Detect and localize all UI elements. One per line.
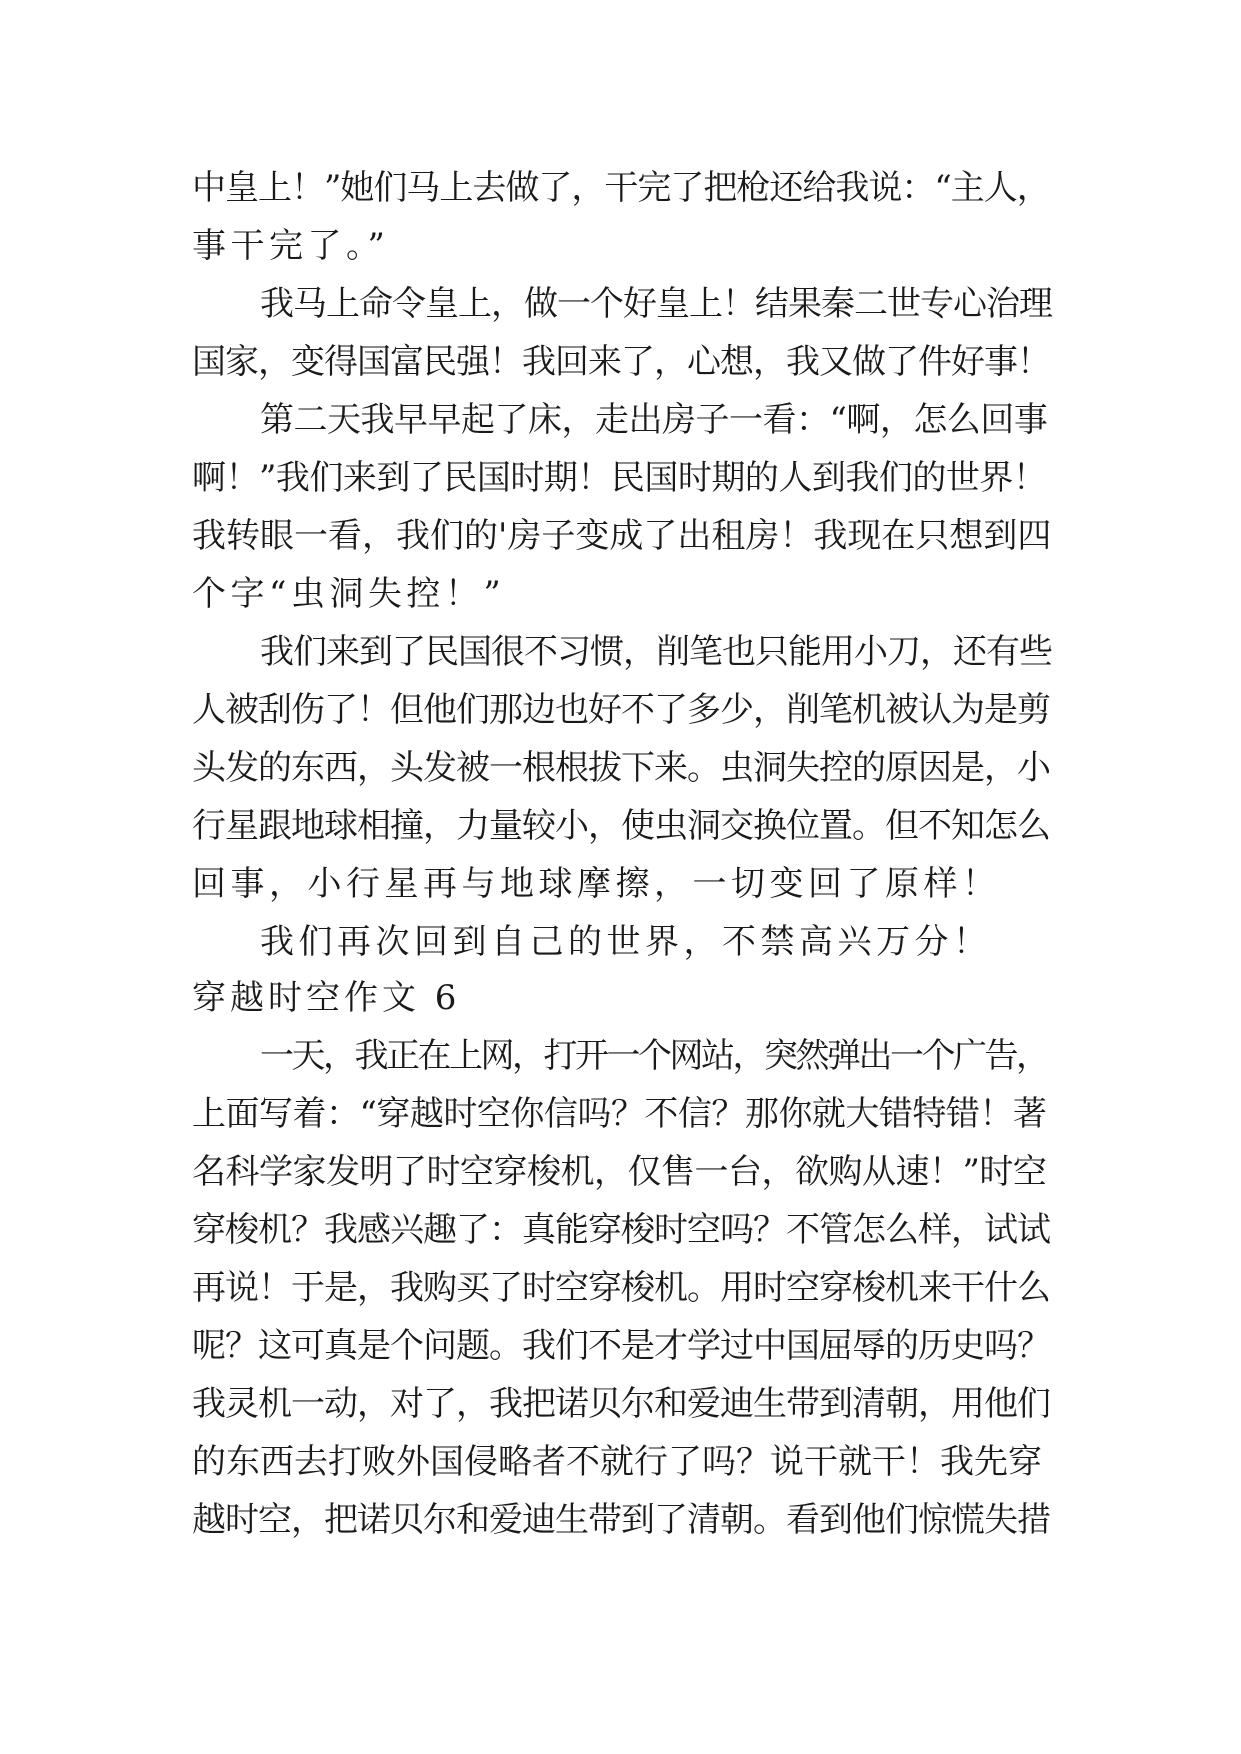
text-line: 越时空，把诺贝尔和爱迪生带到了清朝。看到他们惊慌失措 — [192, 1500, 1050, 1540]
section-heading: 穿越时空作文 6 — [192, 978, 461, 1018]
text-line: 我转眼一看，我们的'房子变成了出租房！我现在只想到四 — [192, 516, 1052, 556]
text-line: 我灵机一动，对了，我把诺贝尔和爱迪生带到清朝，用他们 — [192, 1384, 1050, 1424]
text-line: 人被刮伤了！但他们那边也好不了多少，削笔机被认为是剪 — [192, 690, 1050, 730]
text-line: 中皇上！”她们马上去做了，干完了把枪还给我说：“主人， — [192, 168, 1050, 208]
text-line: 事干完了。” — [192, 226, 390, 266]
paragraph-first-line: 我们来到了民国很不习惯，削笔也只能用小刀，还有些 — [260, 632, 1052, 672]
paragraph-first-line: 我们再次回到自己的世界，不禁高兴万分！ — [260, 922, 992, 962]
text-line: 行星跟地球相撞，力量较小，使虫洞交换位置。但不知怎么 — [192, 806, 1050, 846]
paragraph-first-line: 我马上命令皇上，做一个好皇上！结果秦二世专心治理 — [260, 284, 1052, 324]
text-line: 个字“虫洞失控！” — [192, 574, 506, 614]
text-line: 头发的东西，头发被一根根拔下来。虫洞失控的原因是，小 — [192, 748, 1050, 788]
text-line: 的东西去打败外国侵略者不就行了吗？说干就干！我先穿 — [192, 1442, 1042, 1482]
text-line: 上面写着：“穿越时空你信吗？不信？那你就大错特错！著 — [192, 1094, 1047, 1134]
paragraph-first-line: 一天，我正在上网，打开一个网站，突然弹出一个广告， — [260, 1036, 1048, 1076]
paragraph-first-line: 第二天我早早起了床，走出房子一看：“啊，怎么回事 — [260, 400, 1048, 440]
text-line: 国家，变得国富民强！我回来了，心想，我又做了件好事！ — [192, 342, 1050, 382]
text-line: 回事，小行星再与地球摩擦，一切变回了原样！ — [192, 864, 1001, 904]
text-line: 啊！”我们来到了民国时期！民国时期的人到我们的世界！ — [192, 458, 1047, 498]
text-line: 穿梭机？我感兴趣了：真能穿梭时空吗？不管怎么样，试试 — [192, 1210, 1050, 1250]
text-line: 再说！于是，我购买了时空穿梭机。用时空穿梭机来干什么 — [192, 1268, 1050, 1308]
text-line: 名科学家发明了时空穿梭机，仅售一台，欲购从速！”时空 — [192, 1152, 1047, 1192]
text-line: 呢？这可真是个问题。我们不是才学过中国屈辱的历史吗？ — [192, 1326, 1050, 1366]
